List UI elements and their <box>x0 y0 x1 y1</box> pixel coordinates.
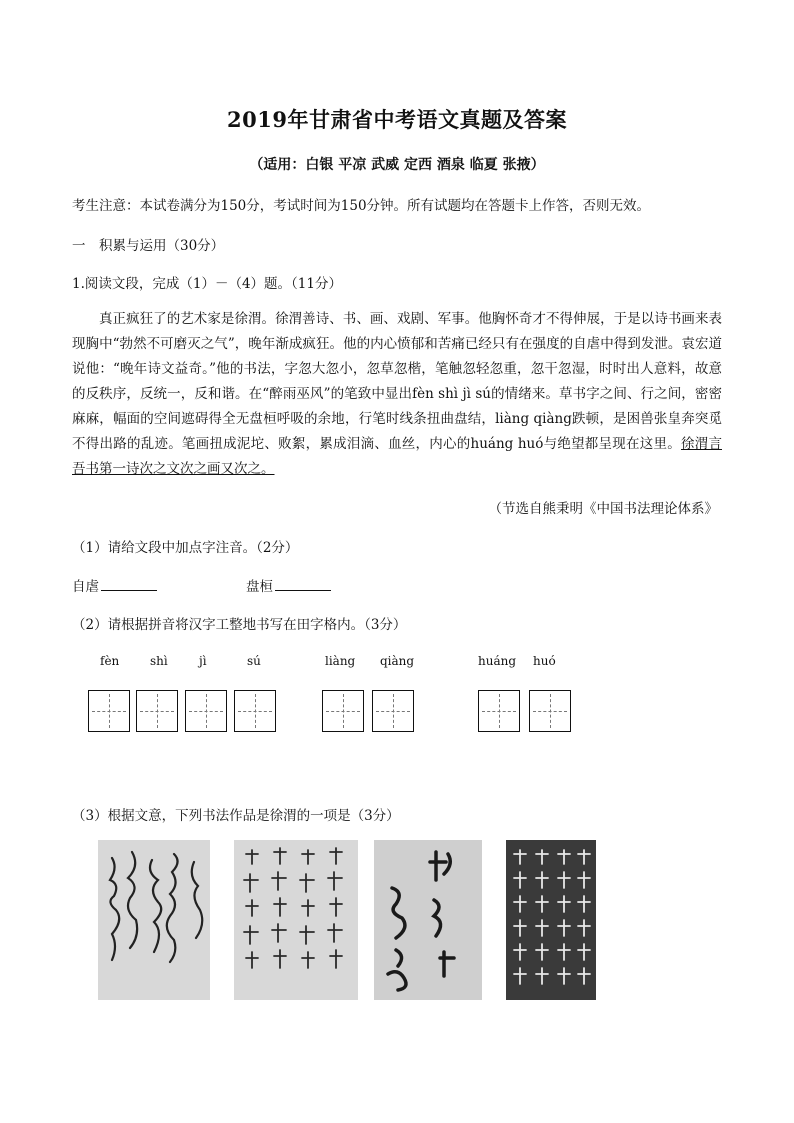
writing-grid-cell[interactable] <box>234 690 276 732</box>
writing-grid-cell[interactable] <box>88 690 130 732</box>
writing-grid-cell[interactable] <box>529 690 571 732</box>
question-1-3: （3）根据文意，下列书法作品是徐渭的一项是（3分） <box>72 808 400 824</box>
bold-script-strokes <box>374 840 482 1000</box>
question-1-1: （1）请给文段中加点字注音。（2分） <box>72 540 299 556</box>
blank-a-line[interactable] <box>101 576 157 591</box>
exam-notice: 考生注意：本试卷满分为150分，考试时间为150分钟。所有试题均在答题卡上作答，否则无效。 <box>72 198 651 214</box>
calligraphy-sample-a-image[interactable] <box>98 840 210 1000</box>
pinyin-label: huáng <box>478 654 517 668</box>
writing-grid-cell[interactable] <box>478 690 520 732</box>
passage-underlined-sentence: 徐渭言吾书第一诗次之文次之画又次之。 <box>72 436 722 477</box>
pinyin-label: qiàng <box>380 654 415 668</box>
writing-grid-cell[interactable] <box>136 690 178 732</box>
passage-text: 真正疯狂了的艺术家是徐渭。徐渭善诗、书、画、戏剧、军事。他胸怀奇才不得伸展，于是以诗书画来表现胸中“勃然不可磨灭之气”，晚年渐成疯狂。他的内心愤郁和苦痛已经只有在强度的自虐中得到发泄。袁宏道说他：“晚年诗文益奇。”他的书法，字忽大忽小，忽草忽楷，笔触忽轻忽重，忽干忽湿，时时出人意料，故意的反秩序，反统一，反和谐。在“醉雨巫风”的笔致中显出fèn shì jì sú的情绪来。草书字之间、行之间，密密麻麻，幅面的空间遮碍得全无盘桓呼吸的余地，行笔时线条扭曲盘结，liàng qiàng跌顿，是困兽张皇奔突觅不得出路的乱迹。笔画扭成泥坨、败絮，累成泪滴、血丝，内心的huáng huó与绝望都呈现在这里。 <box>72 311 722 452</box>
section-heading: 一 积累与运用（30分） <box>72 238 225 254</box>
answer-blank-a <box>72 575 157 595</box>
pinyin-label: shì <box>150 654 168 668</box>
regular-script-strokes <box>506 840 596 1000</box>
cursive-script-strokes <box>98 840 210 1000</box>
writing-grid-cell[interactable] <box>372 690 414 732</box>
calligraphy-sample-c-image[interactable] <box>374 840 482 1000</box>
calligraphy-sample-b-image[interactable] <box>234 840 358 1000</box>
pinyin-label: jì <box>199 654 207 668</box>
writing-grid-cell[interactable] <box>185 690 227 732</box>
calligraphy-sample-d-image[interactable] <box>506 840 596 1000</box>
pinyin-label: sú <box>247 654 261 668</box>
question-1-2: （2）请根据拼音将汉字工整地书写在田字格内。（3分） <box>72 617 407 633</box>
reading-passage <box>72 307 722 482</box>
blank-b-label: 盘桓 <box>246 579 273 595</box>
pinyin-label: huó <box>533 654 556 668</box>
running-script-strokes <box>234 840 358 1000</box>
answer-blank-b <box>246 575 331 595</box>
writing-grid-cell[interactable] <box>322 690 364 732</box>
pinyin-label: fèn <box>100 654 120 668</box>
blank-a-label: 自虐 <box>72 579 99 595</box>
pinyin-label: liàng <box>325 654 356 668</box>
question-1-heading: 1.阅读文段，完成（1）－（4）题。（11分） <box>72 276 342 292</box>
blank-b-line[interactable] <box>275 576 331 591</box>
passage-source: （节选自熊秉明《中国书法理论体系》 <box>488 501 718 517</box>
page-subtitle: （适用：白银 平凉 武威 定西 酒泉 临夏 张掖） <box>249 157 545 173</box>
page-title: 2019年甘肃省中考语文真题及答案 <box>227 107 567 132</box>
